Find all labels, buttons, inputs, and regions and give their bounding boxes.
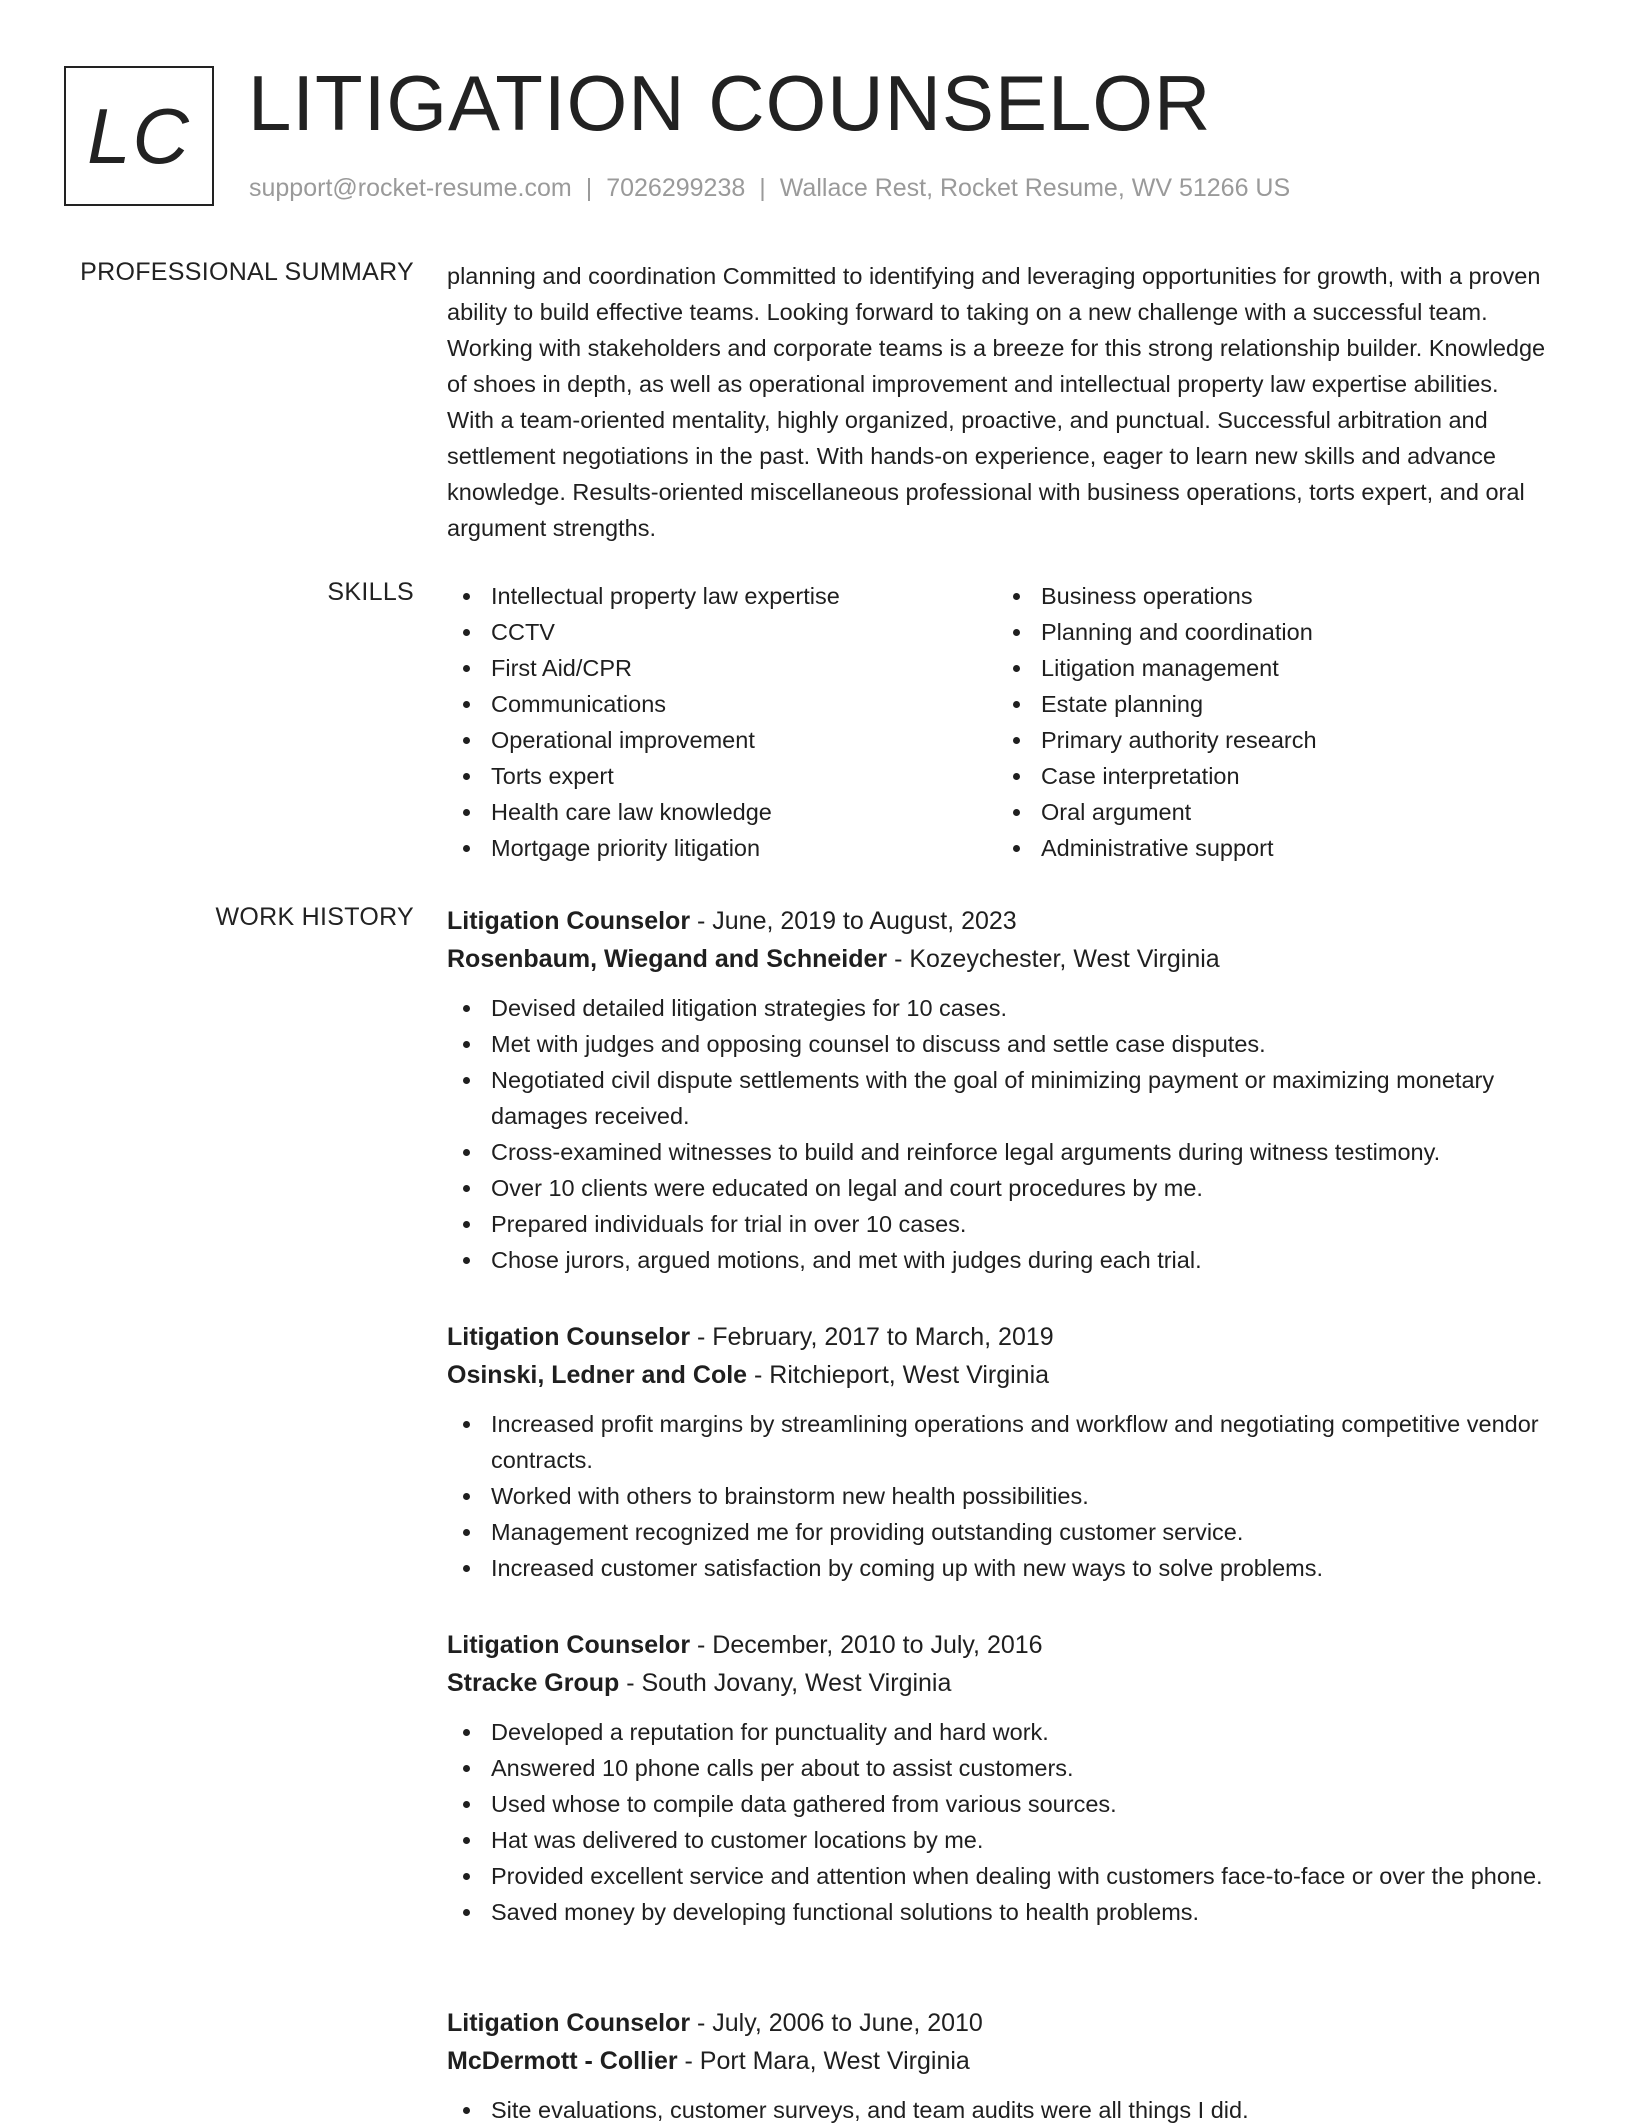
job-entry bbox=[447, 902, 1547, 1278]
job-title-line bbox=[447, 2004, 1547, 2042]
skill-item: Primary authority research bbox=[997, 722, 1547, 758]
contact-phone: 7026299238 bbox=[606, 174, 746, 202]
job-dates: - June, 2019 to August, 2023 bbox=[690, 907, 1017, 935]
skills-list-right bbox=[997, 578, 1547, 866]
monogram-logo: LC bbox=[64, 66, 214, 206]
contact-address: Wallace Rest, Rocket Resume, WV 51266 US bbox=[779, 174, 1291, 202]
job-bullet: Provided excellent service and attention when dealing with customers face-to-face or over the phone. bbox=[447, 1858, 1547, 1894]
skill-item: First Aid/CPR bbox=[447, 650, 997, 686]
job-bullet: Developed a reputation for punctuality and hard work. bbox=[447, 1714, 1547, 1750]
skill-item: Intellectual property law expertise bbox=[447, 578, 997, 614]
skill-item: Case interpretation bbox=[997, 758, 1547, 794]
job-company-line bbox=[447, 1356, 1547, 1394]
job-dates: - July, 2006 to June, 2010 bbox=[690, 2009, 983, 2037]
candidate-name: LITIGATION COUNSELOR bbox=[248, 59, 1212, 147]
job-bullet: Used whose to compile data gathered from various sources. bbox=[447, 1786, 1547, 1822]
job-location: - South Jovany, West Virginia bbox=[619, 1669, 952, 1697]
skill-item: Business operations bbox=[997, 578, 1547, 614]
job-entry bbox=[447, 1626, 1547, 1930]
skill-item: Health care law knowledge bbox=[447, 794, 997, 830]
skills-section bbox=[447, 578, 1547, 866]
skill-item: Mortgage priority litigation bbox=[447, 830, 997, 866]
job-bullet: Increased profit margins by streamlining operations and workflow and negotiating competitive vendor contracts. bbox=[447, 1406, 1547, 1478]
job-bullet: Cross-examined witnesses to build and reinforce legal arguments during witness testimony. bbox=[447, 1134, 1547, 1170]
job-company-line bbox=[447, 2042, 1547, 2080]
summary-section bbox=[447, 258, 1547, 546]
job-location: - Ritchieport, West Virginia bbox=[747, 1361, 1050, 1389]
summary-text: planning and coordination Committed to identifying and leveraging opportunities for growth, with a proven ability to build effective teams. Looking forward to taking on a new challenge with a successful team. Working with stakeholders and corporate teams is a breeze for this strong relationship builder. Knowledge of shoes in depth, as well as operational improvement and intellectual property law expertise abilities. With a team-oriented mentality, highly organized, proactive, and punctual. Successful arbitration and settlement negotiations in the past. With hands-on experience, eager to learn new skills and advance knowledge. Results-oriented miscellaneous professional with business operations, torts expert, and oral argument strengths. bbox=[447, 263, 1546, 541]
job-company: Osinski, Ledner and Cole bbox=[447, 1361, 748, 1389]
job-bullets bbox=[447, 1714, 1547, 1930]
job-title-line bbox=[447, 1626, 1547, 1664]
skill-item: Operational improvement bbox=[447, 722, 997, 758]
summary-heading: PROFESSIONAL SUMMARY bbox=[80, 258, 414, 286]
job-bullet: Negotiated civil dispute settlements with the goal of minimizing payment or maximizing monetary damages received. bbox=[447, 1062, 1547, 1134]
contact-separator: | bbox=[585, 174, 593, 202]
skill-item: Planning and coordination bbox=[997, 614, 1547, 650]
job-company-line bbox=[447, 1664, 1547, 1702]
skills-list-left bbox=[447, 578, 997, 866]
skill-item: Oral argument bbox=[997, 794, 1547, 830]
contact-separator: | bbox=[759, 174, 766, 202]
job-bullet: Over 10 clients were educated on legal and court procedures by me. bbox=[447, 1170, 1547, 1206]
skill-item: Administrative support bbox=[997, 830, 1547, 866]
job-title: Litigation Counselor bbox=[447, 1323, 691, 1351]
job-bullets bbox=[447, 990, 1547, 1278]
job-location: - Kozeychester, West Virginia bbox=[887, 945, 1220, 973]
job-bullet: Answered 10 phone calls per about to assist customers. bbox=[447, 1750, 1547, 1786]
contact-email: support@rocket-resume.com bbox=[249, 174, 572, 202]
job-bullets bbox=[447, 1406, 1547, 1586]
job-company: McDermott - Collier bbox=[447, 2047, 678, 2075]
skills-grid bbox=[447, 578, 1547, 866]
job-entry bbox=[447, 2004, 1547, 2128]
job-bullet: Met with judges and opposing counsel to discuss and settle case disputes. bbox=[447, 1026, 1547, 1062]
job-title: Litigation Counselor bbox=[447, 2009, 691, 2037]
skills-heading: SKILLS bbox=[327, 578, 414, 606]
job-bullet: Saved money by developing functional solutions to health problems. bbox=[447, 1894, 1547, 1930]
job-title: Litigation Counselor bbox=[447, 1631, 691, 1659]
job-company: Stracke Group bbox=[447, 1669, 620, 1697]
job-company: Rosenbaum, Wiegand and Schneider bbox=[447, 945, 888, 973]
contact-line bbox=[249, 174, 1290, 203]
job-company-line bbox=[447, 940, 1547, 978]
job-bullet: Prepared individuals for trial in over 10 cases. bbox=[447, 1206, 1547, 1242]
job-bullet: Management recognized me for providing outstanding customer service. bbox=[447, 1514, 1547, 1550]
job-bullet: Devised detailed litigation strategies for 10 cases. bbox=[447, 990, 1547, 1026]
job-location: - Port Mara, West Virginia bbox=[677, 2047, 970, 2075]
job-bullet: Increased customer satisfaction by coming up with new ways to solve problems. bbox=[447, 1550, 1547, 1586]
job-bullet: Chose jurors, argued motions, and met with judges during each trial. bbox=[447, 1242, 1547, 1278]
job-entry bbox=[447, 1318, 1547, 1586]
skill-item: CCTV bbox=[447, 614, 997, 650]
skill-item: Communications bbox=[447, 686, 997, 722]
job-bullets bbox=[447, 2092, 1547, 2128]
job-title-line bbox=[447, 902, 1547, 940]
skill-item: Litigation management bbox=[997, 650, 1547, 686]
work-history-heading: WORK HISTORY bbox=[215, 903, 414, 931]
skill-item: Estate planning bbox=[997, 686, 1547, 722]
skill-item: Torts expert bbox=[447, 758, 997, 794]
job-bullet: Worked with others to brainstorm new health possibilities. bbox=[447, 1478, 1547, 1514]
job-bullet: Site evaluations, customer surveys, and team audits were all things I did. bbox=[447, 2092, 1547, 2128]
job-title-line bbox=[447, 1318, 1547, 1356]
job-bullet: Hat was delivered to customer locations by me. bbox=[447, 1822, 1547, 1858]
job-dates: - February, 2017 to March, 2019 bbox=[690, 1323, 1054, 1351]
job-dates: - December, 2010 to July, 2016 bbox=[690, 1631, 1043, 1659]
job-title: Litigation Counselor bbox=[447, 907, 691, 935]
